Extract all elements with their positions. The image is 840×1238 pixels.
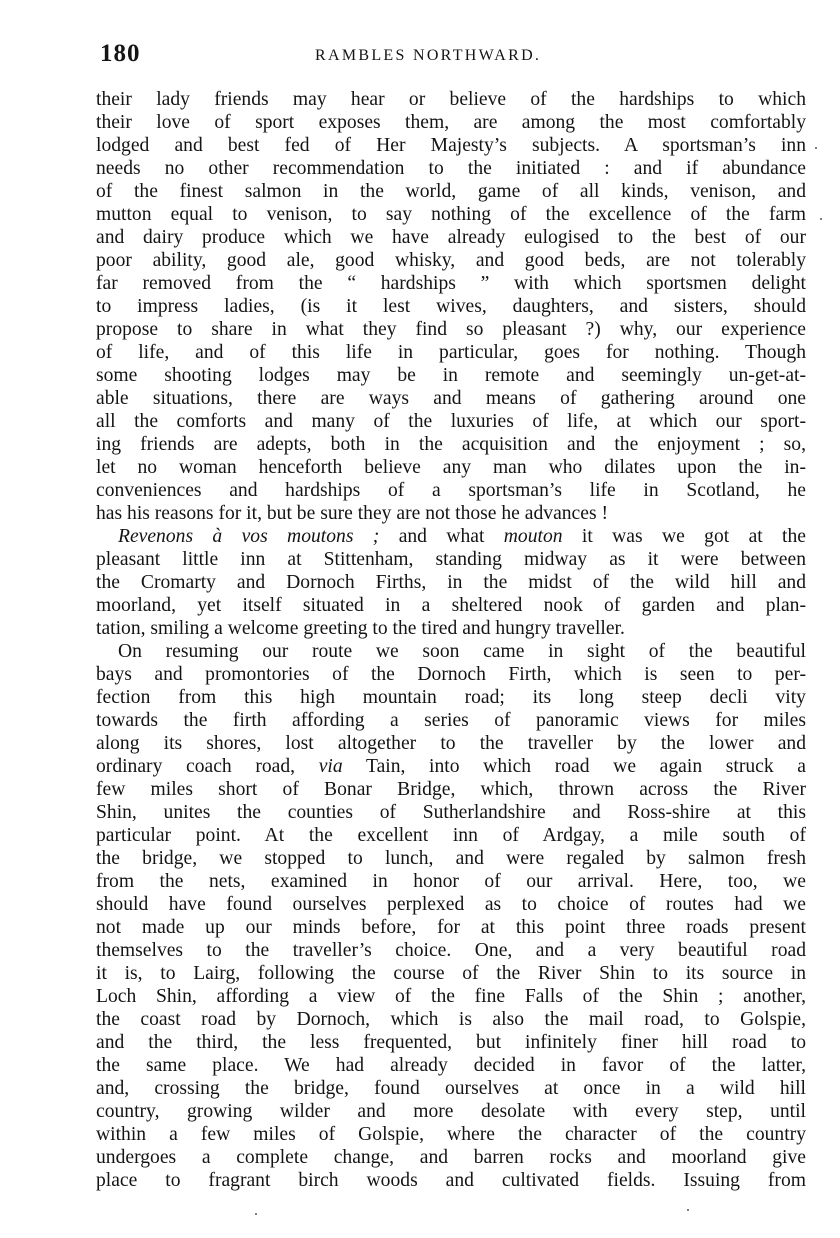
text-line: all the comforts and many of the luxuries of life, at which our sport-: [96, 411, 806, 432]
text-line: lodged and best fed of Her Majesty’s subjects. A sportsman’s inn: [96, 135, 806, 156]
text-fragment: and what: [398, 526, 485, 547]
page-header: [100, 40, 800, 76]
text-fragment: fection from this high mountain road;: [96, 687, 505, 708]
text-line: and dairy produce which we have already eulogised to the best of our: [96, 227, 806, 248]
text-line: from the nets, examined in honor of our arrival. Here, too, we: [96, 871, 806, 892]
text-fragment: it was we got at the: [581, 526, 806, 547]
italic-phrase: Revenons à vos moutons ;: [118, 526, 380, 547]
text-line: Loch Shin, affording a view of the fine Falls of the Shin ; another,: [96, 986, 806, 1007]
text-line: few miles short of Bonar Bridge, which, thrown across the River: [96, 779, 806, 800]
text-line: tation, smiling a welcome greeting to the tired and hungry traveller.: [96, 618, 625, 639]
text-line: conveniences and hardships of a sportsman’s life in Scotland, he: [96, 480, 806, 501]
text-line: let no woman henceforth believe any man who dilates upon the in-: [96, 457, 806, 478]
text-line: of life, and of this life in particular, goes for nothing. Though: [96, 342, 806, 363]
text-line: able situations, there are ways and means of gathering around one: [96, 388, 806, 409]
text-line: bays and promontories of the Dornoch Firth, which is seen to per-: [96, 664, 806, 685]
text-line: the coast road by Dornoch, which is also the mail road, to Golspie,: [96, 1009, 806, 1030]
text-line: far removed from the “ hardships ” with which sportsmen delight: [96, 273, 806, 294]
text-line: their love of sport exposes them, are among the most comfortably: [96, 112, 806, 133]
print-speck: [255, 1213, 257, 1215]
print-speck: [820, 218, 822, 220]
page-number: 180: [100, 40, 141, 67]
running-head: RAMBLES NORTHWARD.: [315, 47, 542, 64]
text-line: poor ability, good ale, good whisky, and good beds, are not tolerably: [96, 250, 806, 271]
text-line: to impress ladies, (is it lest wives, daughters, and sisters, should: [96, 296, 806, 317]
text-line: particular point. At the excellent inn of Ardgay, a mile south of: [96, 825, 806, 846]
text-line: propose to share in what they find so pleasant ?) why, our experience: [96, 319, 806, 340]
text-line: needs no other recommendation to the initiated : and if abundance: [96, 158, 806, 179]
text-line-mixed: [96, 525, 806, 548]
text-line: some shooting lodges may be in remote and seemingly un-get-at-: [96, 365, 806, 386]
text-fragment: Tain, into which road we again struck a: [365, 756, 806, 777]
text-line: moorland, yet itself situated in a sheltered nook of garden and plan-: [96, 595, 806, 616]
print-speck: [815, 147, 817, 149]
text-line: the Cromarty and Dornoch Firths, in the midst of the wild hill and: [96, 572, 806, 593]
text-line: place to fragrant birch woods and cultivated fields. Issuing from: [96, 1170, 806, 1191]
text-line: it is, to Lairg, following the course of the River Shin to its source in: [96, 963, 806, 984]
text-line: towards the firth affording a series of panoramic views for miles: [96, 710, 806, 731]
text-line: the same place. We had already decided in favor of the latter,: [96, 1055, 806, 1076]
text-line: themselves to the traveller’s choice. One, and a very beautiful road: [96, 940, 806, 961]
text-line: country, growing wilder and more desolate with every step, until: [96, 1101, 806, 1122]
text-line: within a few miles of Golspie, where the character of the country: [96, 1124, 806, 1145]
text-line: along its shores, lost altogether to the traveller by the lower and: [96, 733, 806, 754]
text-line: the bridge, we stopped to lunch, and were regaled by salmon fresh: [96, 848, 806, 869]
text-line: not made up our minds before, for at this point three roads present: [96, 917, 806, 938]
text-line: ing friends are adepts, both in the acquisition and the enjoyment ; so,: [96, 434, 806, 455]
text-line: Shin, unites the counties of Sutherlandshire and Ross-shire at this: [96, 802, 806, 823]
text-line: has his reasons for it, but be sure they are not those he advances !: [96, 503, 609, 524]
italic-word: via: [318, 756, 343, 777]
text-line: mutton equal to venison, to say nothing of the excellence of the farm: [96, 204, 806, 225]
text-line-mixed: [96, 755, 806, 778]
text-line: On resuming our route we soon came in sight of the beautiful: [118, 641, 806, 662]
text-line: undergoes a complete change, and barren rocks and moorland give: [96, 1147, 806, 1168]
text-line-mixed: [96, 686, 806, 709]
text-line: and the third, the less frequented, but infinitely finer hill road to: [96, 1032, 806, 1053]
text-fragment: ordinary coach road,: [96, 756, 296, 777]
text-fragment: its long steep decli vity: [532, 687, 806, 708]
print-speck: [687, 1209, 689, 1211]
italic-word: mouton: [503, 526, 563, 547]
text-line: pleasant little inn at Stittenham, standing midway as it were between: [96, 549, 806, 570]
body-text: [96, 88, 806, 1192]
text-line: their lady friends may hear or believe of the hardships to which: [96, 89, 806, 110]
text-line: of the finest salmon in the world, game of all kinds, venison, and: [96, 181, 806, 202]
text-line: and, crossing the bridge, found ourselves at once in a wild hill: [96, 1078, 806, 1099]
text-line: should have found ourselves perplexed as to choice of routes had we: [96, 894, 806, 915]
